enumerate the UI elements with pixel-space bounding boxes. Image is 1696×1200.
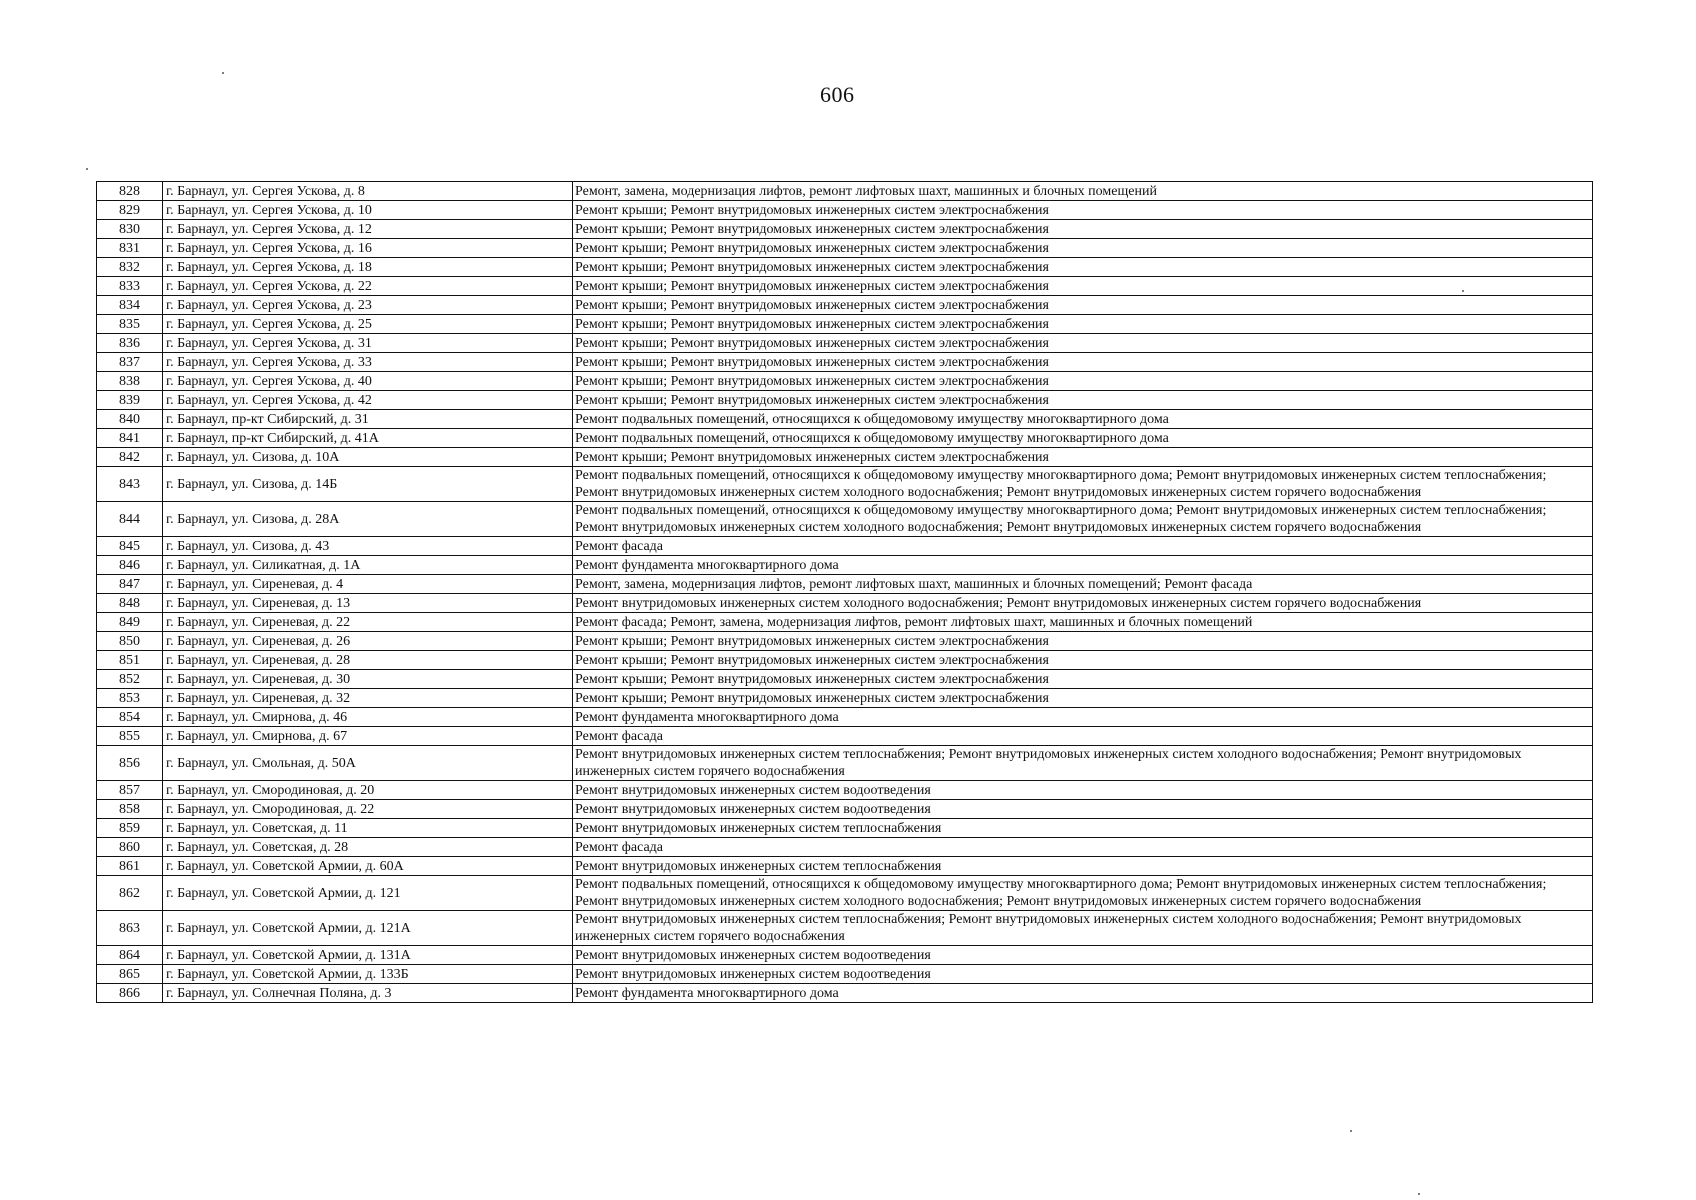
- scan-speck: [1418, 1193, 1420, 1195]
- address-cell: г. Барнаул, ул. Сергея Ускова, д. 23: [163, 296, 573, 315]
- address-cell: г. Барнаул, ул. Силикатная, д. 1А: [163, 556, 573, 575]
- row-number-cell: 835: [97, 315, 163, 334]
- scan-speck: [1350, 1130, 1352, 1132]
- table-row: [97, 819, 1593, 838]
- address-cell: г. Барнаул, ул. Сергея Ускова, д. 25: [163, 315, 573, 334]
- works-cell: Ремонт крыши; Ремонт внутридомовых инженерных систем электроснабжения: [573, 315, 1593, 334]
- address-cell: г. Барнаул, ул. Сиреневая, д. 30: [163, 670, 573, 689]
- address-cell: г. Барнаул, ул. Сергея Ускова, д. 31: [163, 334, 573, 353]
- works-cell: Ремонт внутридомовых инженерных систем теплоснабжения: [573, 819, 1593, 838]
- table-row: [97, 372, 1593, 391]
- row-number-cell: 829: [97, 201, 163, 220]
- row-number-cell: 831: [97, 239, 163, 258]
- address-cell: г. Барнаул, ул. Сергея Ускова, д. 8: [163, 182, 573, 201]
- address-cell: г. Барнаул, пр-кт Сибирский, д. 31: [163, 410, 573, 429]
- works-cell: Ремонт крыши; Ремонт внутридомовых инженерных систем электроснабжения: [573, 632, 1593, 651]
- table-row: [97, 353, 1593, 372]
- row-number-cell: 858: [97, 800, 163, 819]
- table-row: [97, 334, 1593, 353]
- address-cell: г. Барнаул, ул. Советской Армии, д. 133Б: [163, 965, 573, 984]
- works-cell: Ремонт крыши; Ремонт внутридомовых инженерных систем электроснабжения: [573, 258, 1593, 277]
- works-cell: Ремонт внутридомовых инженерных систем холодного водоснабжения; Ремонт внутридомовых инженерных систем горячего водоснабжения: [573, 594, 1593, 613]
- row-number-cell: 845: [97, 537, 163, 556]
- address-cell: г. Барнаул, ул. Смирнова, д. 46: [163, 708, 573, 727]
- address-cell: г. Барнаул, ул. Сергея Ускова, д. 33: [163, 353, 573, 372]
- address-cell: г. Барнаул, ул. Смольная, д. 50А: [163, 746, 573, 781]
- row-number-cell: 847: [97, 575, 163, 594]
- address-cell: г. Барнаул, ул. Смирнова, д. 67: [163, 727, 573, 746]
- address-cell: г. Барнаул, ул. Советская, д. 28: [163, 838, 573, 857]
- address-cell: г. Барнаул, ул. Советская, д. 11: [163, 819, 573, 838]
- table-row: [97, 296, 1593, 315]
- table-row: [97, 651, 1593, 670]
- address-cell: г. Барнаул, ул. Советской Армии, д. 60А: [163, 857, 573, 876]
- table-row: [97, 946, 1593, 965]
- works-cell: Ремонт подвальных помещений, относящихся к общедомовому имуществу многоквартирного дома: [573, 429, 1593, 448]
- works-cell: Ремонт фасада: [573, 838, 1593, 857]
- works-cell: Ремонт фасада; Ремонт, замена, модернизация лифтов, ремонт лифтовых шахт, машинных и блочных помещений: [573, 613, 1593, 632]
- address-cell: г. Барнаул, пр-кт Сибирский, д. 41А: [163, 429, 573, 448]
- row-number-cell: 828: [97, 182, 163, 201]
- row-number-cell: 863: [97, 911, 163, 946]
- works-cell: Ремонт подвальных помещений, относящихся к общедомовому имуществу многоквартирного дома: [573, 410, 1593, 429]
- table-row: [97, 502, 1593, 537]
- row-number-cell: 865: [97, 965, 163, 984]
- address-cell: г. Барнаул, ул. Сиреневая, д. 13: [163, 594, 573, 613]
- row-number-cell: 851: [97, 651, 163, 670]
- row-number-cell: 866: [97, 984, 163, 1003]
- row-number-cell: 862: [97, 876, 163, 911]
- scan-speck: [222, 72, 224, 74]
- works-cell: Ремонт крыши; Ремонт внутридомовых инженерных систем электроснабжения: [573, 372, 1593, 391]
- address-cell: г. Барнаул, ул. Смородиновая, д. 22: [163, 800, 573, 819]
- row-number-cell: 841: [97, 429, 163, 448]
- row-number-cell: 836: [97, 334, 163, 353]
- table-row: [97, 613, 1593, 632]
- row-number-cell: 832: [97, 258, 163, 277]
- row-number-cell: 839: [97, 391, 163, 410]
- address-cell: г. Барнаул, ул. Сергея Ускова, д. 40: [163, 372, 573, 391]
- table-row: [97, 429, 1593, 448]
- repair-works-table: [96, 181, 1593, 1003]
- address-cell: г. Барнаул, ул. Сергея Ускова, д. 16: [163, 239, 573, 258]
- works-cell: Ремонт крыши; Ремонт внутридомовых инженерных систем электроснабжения: [573, 689, 1593, 708]
- table-row: [97, 689, 1593, 708]
- works-cell: Ремонт крыши; Ремонт внутридомовых инженерных систем электроснабжения: [573, 448, 1593, 467]
- works-cell: Ремонт фундамента многоквартирного дома: [573, 708, 1593, 727]
- table-row: [97, 448, 1593, 467]
- works-cell: Ремонт крыши; Ремонт внутридомовых инженерных систем электроснабжения: [573, 353, 1593, 372]
- works-cell: Ремонт внутридомовых инженерных систем водоотведения: [573, 781, 1593, 800]
- row-number-cell: 864: [97, 946, 163, 965]
- row-number-cell: 844: [97, 502, 163, 537]
- works-cell: Ремонт крыши; Ремонт внутридомовых инженерных систем электроснабжения: [573, 334, 1593, 353]
- address-cell: г. Барнаул, ул. Сиреневая, д. 26: [163, 632, 573, 651]
- works-cell: Ремонт внутридомовых инженерных систем теплоснабжения: [573, 857, 1593, 876]
- works-cell: Ремонт, замена, модернизация лифтов, ремонт лифтовых шахт, машинных и блочных помещений: [573, 182, 1593, 201]
- table-row: [97, 632, 1593, 651]
- works-cell: Ремонт фасада: [573, 727, 1593, 746]
- works-cell: Ремонт крыши; Ремонт внутридомовых инженерных систем электроснабжения: [573, 391, 1593, 410]
- row-number-cell: 830: [97, 220, 163, 239]
- address-cell: г. Барнаул, ул. Сизова, д. 43: [163, 537, 573, 556]
- table-row: [97, 727, 1593, 746]
- row-number-cell: 861: [97, 857, 163, 876]
- works-cell: Ремонт внутридомовых инженерных систем водоотведения: [573, 965, 1593, 984]
- table-row: [97, 258, 1593, 277]
- table-row: [97, 876, 1593, 911]
- address-cell: г. Барнаул, ул. Солнечная Поляна, д. 3: [163, 984, 573, 1003]
- row-number-cell: 853: [97, 689, 163, 708]
- address-cell: г. Барнаул, ул. Сергея Ускова, д. 42: [163, 391, 573, 410]
- row-number-cell: 833: [97, 277, 163, 296]
- works-cell: Ремонт крыши; Ремонт внутридомовых инженерных систем электроснабжения: [573, 296, 1593, 315]
- row-number-cell: 856: [97, 746, 163, 781]
- row-number-cell: 846: [97, 556, 163, 575]
- works-cell: Ремонт крыши; Ремонт внутридомовых инженерных систем электроснабжения: [573, 220, 1593, 239]
- row-number-cell: 854: [97, 708, 163, 727]
- works-cell: Ремонт подвальных помещений, относящихся к общедомовому имуществу многоквартирного дома; Ремонт внутридомовых инженерных систем теплоснабжения; Ремонт внутридомовых инженерных систем холодного водоснабжения; Ремонт внутридомовых инженерных систем горячего водоснабжения: [573, 876, 1593, 911]
- address-cell: г. Барнаул, ул. Сиреневая, д. 32: [163, 689, 573, 708]
- row-number-cell: 860: [97, 838, 163, 857]
- table-row: [97, 800, 1593, 819]
- address-cell: г. Барнаул, ул. Сергея Ускова, д. 12: [163, 220, 573, 239]
- address-cell: г. Барнаул, ул. Сергея Ускова, д. 18: [163, 258, 573, 277]
- works-cell: Ремонт крыши; Ремонт внутридомовых инженерных систем электроснабжения: [573, 277, 1593, 296]
- works-cell: Ремонт, замена, модернизация лифтов, ремонт лифтовых шахт, машинных и блочных помещений; Ремонт фасада: [573, 575, 1593, 594]
- row-number-cell: 855: [97, 727, 163, 746]
- table-row: [97, 201, 1593, 220]
- page-number: 606: [820, 82, 855, 107]
- row-number-cell: 840: [97, 410, 163, 429]
- table-row: [97, 575, 1593, 594]
- scan-speck: [86, 168, 88, 170]
- address-cell: г. Барнаул, ул. Советской Армии, д. 121: [163, 876, 573, 911]
- table-row: [97, 670, 1593, 689]
- table-row: [97, 537, 1593, 556]
- address-cell: г. Барнаул, ул. Смородиновая, д. 20: [163, 781, 573, 800]
- address-cell: г. Барнаул, ул. Сизова, д. 14Б: [163, 467, 573, 502]
- address-cell: г. Барнаул, ул. Сиреневая, д. 28: [163, 651, 573, 670]
- row-number-cell: 850: [97, 632, 163, 651]
- row-number-cell: 857: [97, 781, 163, 800]
- works-cell: Ремонт внутридомовых инженерных систем водоотведения: [573, 946, 1593, 965]
- works-cell: Ремонт подвальных помещений, относящихся к общедомовому имуществу многоквартирного дома; Ремонт внутридомовых инженерных систем теплоснабжения; Ремонт внутридомовых инженерных систем холодного водоснабжения; Ремонт внутридомовых инженерных систем горячего водоснабжения: [573, 467, 1593, 502]
- table-row: [97, 239, 1593, 258]
- table-row: [97, 467, 1593, 502]
- table-row: [97, 746, 1593, 781]
- address-cell: г. Барнаул, ул. Советской Армии, д. 121А: [163, 911, 573, 946]
- row-number-cell: 843: [97, 467, 163, 502]
- works-cell: Ремонт крыши; Ремонт внутридомовых инженерных систем электроснабжения: [573, 201, 1593, 220]
- address-cell: г. Барнаул, ул. Сергея Ускова, д. 22: [163, 277, 573, 296]
- works-cell: Ремонт подвальных помещений, относящихся к общедомовому имуществу многоквартирного дома; Ремонт внутридомовых инженерных систем теплоснабжения; Ремонт внутридомовых инженерных систем холодного водоснабжения; Ремонт внутридомовых инженерных систем горячего водоснабжения: [573, 502, 1593, 537]
- address-cell: г. Барнаул, ул. Советской Армии, д. 131А: [163, 946, 573, 965]
- address-cell: г. Барнаул, ул. Сизова, д. 28А: [163, 502, 573, 537]
- works-cell: Ремонт внутридомовых инженерных систем водоотведения: [573, 800, 1593, 819]
- table-row: [97, 708, 1593, 727]
- address-cell: г. Барнаул, ул. Сиреневая, д. 4: [163, 575, 573, 594]
- row-number-cell: 842: [97, 448, 163, 467]
- table-row: [97, 965, 1593, 984]
- table-row: [97, 182, 1593, 201]
- works-cell: Ремонт крыши; Ремонт внутридомовых инженерных систем электроснабжения: [573, 670, 1593, 689]
- table-row: [97, 315, 1593, 334]
- works-cell: Ремонт внутридомовых инженерных систем теплоснабжения; Ремонт внутридомовых инженерных систем холодного водоснабжения; Ремонт внутридомовых инженерных систем горячего водоснабжения: [573, 746, 1593, 781]
- table-row: [97, 277, 1593, 296]
- row-number-cell: 838: [97, 372, 163, 391]
- table-row: [97, 594, 1593, 613]
- address-cell: г. Барнаул, ул. Сиреневая, д. 22: [163, 613, 573, 632]
- table-row: [97, 857, 1593, 876]
- table-row: [97, 911, 1593, 946]
- table-row: [97, 984, 1593, 1003]
- works-cell: Ремонт крыши; Ремонт внутридомовых инженерных систем электроснабжения: [573, 651, 1593, 670]
- address-cell: г. Барнаул, ул. Сизова, д. 10А: [163, 448, 573, 467]
- works-cell: Ремонт фундамента многоквартирного дома: [573, 556, 1593, 575]
- address-cell: г. Барнаул, ул. Сергея Ускова, д. 10: [163, 201, 573, 220]
- table-row: [97, 391, 1593, 410]
- table-body: [97, 182, 1593, 1003]
- works-cell: Ремонт внутридомовых инженерных систем теплоснабжения; Ремонт внутридомовых инженерных систем холодного водоснабжения; Ремонт внутридомовых инженерных систем горячего водоснабжения: [573, 911, 1593, 946]
- works-cell: Ремонт фасада: [573, 537, 1593, 556]
- works-cell: Ремонт фундамента многоквартирного дома: [573, 984, 1593, 1003]
- table-row: [97, 220, 1593, 239]
- row-number-cell: 852: [97, 670, 163, 689]
- table-row: [97, 556, 1593, 575]
- row-number-cell: 849: [97, 613, 163, 632]
- table-row: [97, 410, 1593, 429]
- row-number-cell: 834: [97, 296, 163, 315]
- works-cell: Ремонт крыши; Ремонт внутридомовых инженерных систем электроснабжения: [573, 239, 1593, 258]
- row-number-cell: 837: [97, 353, 163, 372]
- row-number-cell: 859: [97, 819, 163, 838]
- table-row: [97, 781, 1593, 800]
- table-row: [97, 838, 1593, 857]
- row-number-cell: 848: [97, 594, 163, 613]
